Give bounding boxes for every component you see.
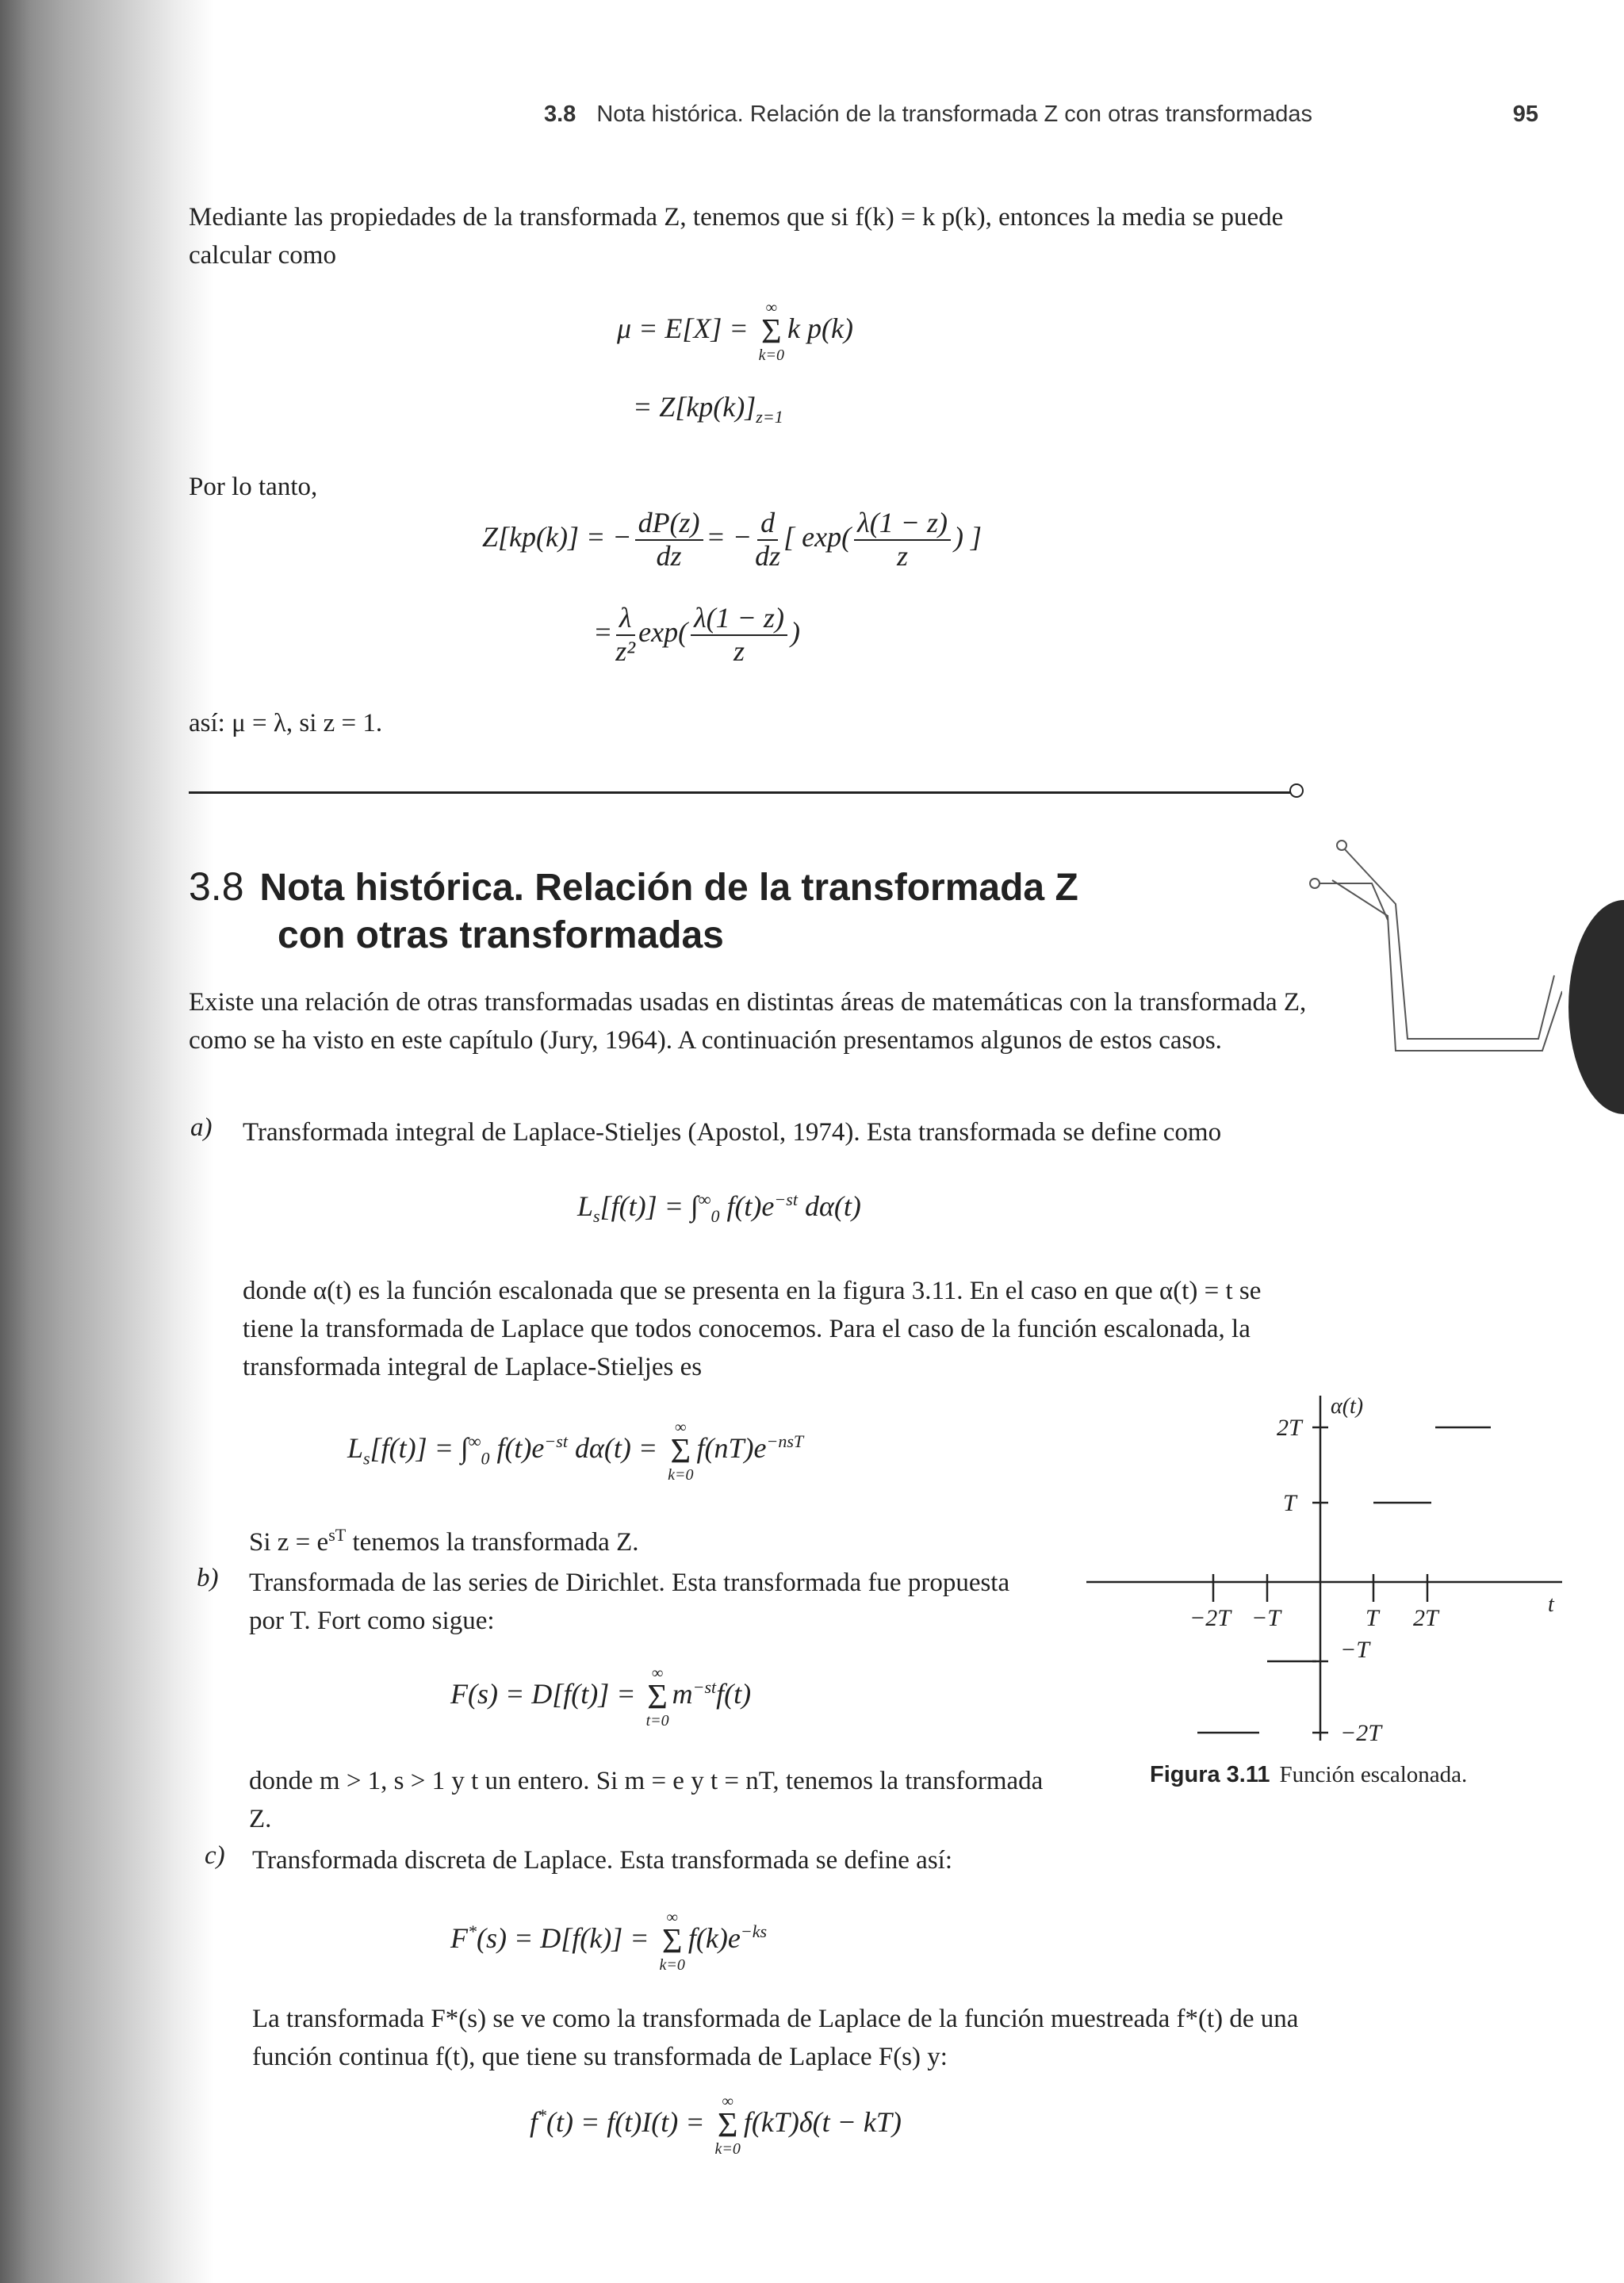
x-tick-label-negT: −T: [1251, 1605, 1281, 1631]
item-a-text: Transformada integral de Laplace-Stieljes (Apostol, 1974). Esta transformada se define como: [243, 1118, 1222, 1147]
decorative-circuit-graphic: [1300, 833, 1562, 1071]
x-tick-label-neg2T: −2T: [1189, 1605, 1231, 1631]
item-a-text-2: donde α(t) es la función escalonada que se presenta en la figura 3.11. En el caso en que α(t) = t se tiene la transformada de Laplace que todos conocemos. Para el caso de la función escalonada, la transformada integral de Laplace-Stieljes es: [243, 1277, 1262, 1381]
figure-caption-text: Función escalonada.: [1279, 1762, 1468, 1787]
equation-laplace-stieltjes-step: $L_s[f(t)] = \int^\infty_0$ $f(t)e^{-st}$ dα(t) = ∞ Σ k=0 $f(nT)e^{-nsT}$: [347, 1419, 804, 1484]
equation-laplace-stieltjes: $L_s[f(t)] = \int^\infty_0$ $f(t)e^{-st}$ dα(t): [577, 1189, 861, 1227]
y-axis-label: α(t): [1331, 1394, 1364, 1419]
item-c-label: c): [205, 1841, 225, 1870]
item-a-text-3: Si $z = e^{sT}$ tenemos la transformada Z.: [249, 1525, 639, 1557]
section-title-line2: con otras transformadas: [278, 914, 724, 956]
section-divider: [189, 791, 1293, 794]
item-b-label: b): [197, 1564, 219, 1592]
equation-derivative-line1: Z[kp(k)] = − $\frac{dP(z)}{dz}$ = − $\frac{d}{dz}$ [ exp( $\frac{\lambda(1 - z)}{z}$ ) ]: [482, 507, 982, 572]
section-intro-paragraph: Existe una relación de otras transformadas usadas en distintas áreas de matemáticas con la transformada Z, como se ha visto en este capítulo (Jury, 1964). A continuación presentamos algunos de estos casos.: [189, 988, 1307, 1055]
book-binding-shadow: [0, 0, 214, 2283]
x-tick-label-T: T: [1365, 1605, 1379, 1631]
intro-paragraph: Mediante las propiedades de la transformada Z, tenemos que si f(k) = k p(k), entonces la media se puede calcular como: [189, 203, 1284, 270]
y-tick-label-negT: −T: [1340, 1637, 1369, 1663]
step-function-figure: [1078, 1380, 1586, 1752]
figure-caption-label: Figura 3.11: [1150, 1762, 1270, 1787]
item-c-text-2: La transformada F*(s) se ve como la transformada de Laplace de la función muestreada f*(t) de una función continua f(t), que tiene su transformada de Laplace F(s) y:: [252, 2005, 1299, 2071]
x-axis-label: t: [1548, 1592, 1554, 1617]
running-head-title: Nota histórica. Relación de la transformada Z con otras transformadas: [596, 102, 1312, 127]
y-tick-label-2T: 2T: [1277, 1415, 1302, 1441]
equation-mean-line1: μ = E[X] = ∞ Σ k=0 k p(k): [617, 299, 853, 364]
page-number: 95: [1512, 102, 1538, 127]
item-c-text: Transformada discreta de Laplace. Esta transformada se define así:: [252, 1846, 953, 1875]
section-number: 3.8: [189, 864, 244, 909]
divider-end-node: [1289, 783, 1304, 798]
therefore-text: Por lo tanto,: [189, 473, 318, 501]
section-heading: [189, 863, 1078, 960]
section-title-line1: Nota histórica. Relación de la transformada Z: [259, 867, 1078, 909]
equation-derivative-line2: = $\frac{\lambda}{\text{z²}}$ exp( $\frac{\lambda(1 - z)}{z}$ ): [593, 602, 800, 667]
running-head: [544, 102, 1538, 128]
item-b-text: Transformada de las series de Dirichlet. Esta transformada fue propuesta por T. Fort como sigue:: [249, 1569, 1010, 1635]
item-b-text-2: donde m > 1, s > 1 y t un entero. Si m = e y t = nT, tenemos la transformada Z.: [249, 1767, 1044, 1833]
equation-mean-line2: = $Z[kp(k)]_{z=1}$: [633, 391, 783, 427]
y-tick-label-neg2T: −2T: [1340, 1720, 1381, 1746]
figure-caption: [1150, 1762, 1467, 1788]
equation-discrete-laplace: F*(s) = D[f(k)] = ∞ Σ k=0 $f(k)e^{-ks}$: [450, 1909, 768, 1974]
running-head-section: 3.8: [544, 102, 576, 127]
conclusion-text: así: μ = λ, si z = 1.: [189, 709, 383, 737]
x-tick-label-2T: 2T: [1413, 1605, 1438, 1631]
equation-sampled-function: f*(t) = f(t)I(t) = ∞ Σ k=0 f(kT)δ(t − kT): [530, 2093, 902, 2158]
equation-dirichlet: F(s) = D[f(t)] = ∞ Σ t=0 $m^{-st}f(t)$: [450, 1664, 752, 1729]
y-tick-label-T: T: [1283, 1490, 1297, 1516]
item-a-label: a): [190, 1113, 213, 1142]
chapter-thumb-tab: [1568, 900, 1624, 1114]
